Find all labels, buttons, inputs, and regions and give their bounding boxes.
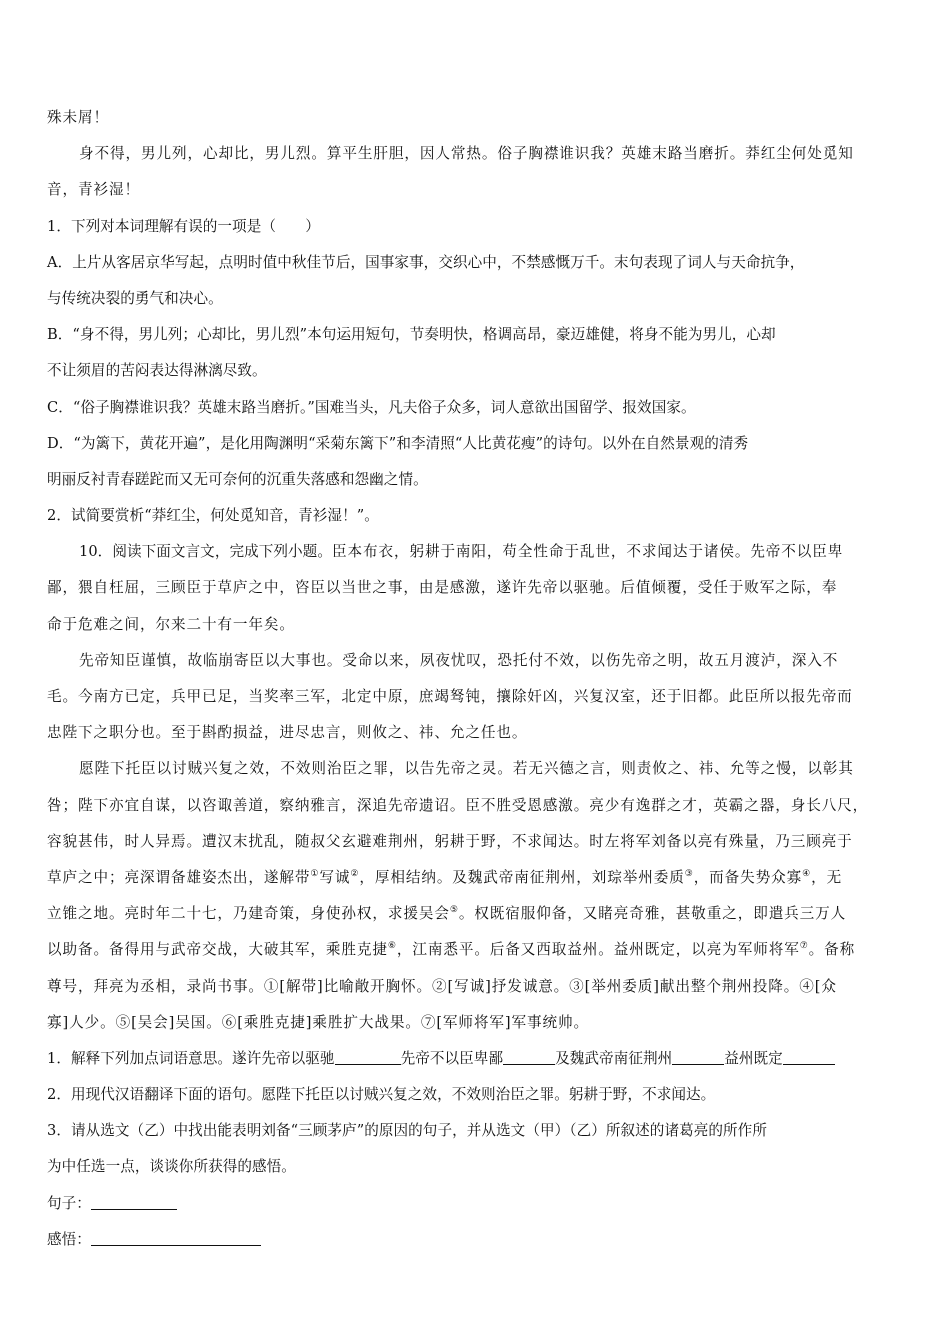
q1-prompt-a: 1．解释下列加点词语意思。遂许先帝以驱驰 (47, 1049, 335, 1067)
q10-question-1 (47, 1041, 907, 1077)
q10-p1-line3: 命于危难之间，尔来二十有一年矣。 (47, 615, 295, 633)
q9-option-b-line2: 不让须眉的苦闷表达得淋漓尽致。 (47, 362, 267, 380)
q10-p2-line3: 忠陛下之职分也。至于斟酌损益，进尽忠言，则攸之、祎、允之任也。 (47, 724, 528, 742)
q9-option-d-line2: 明丽反衬青春蹉跎而又无可奈何的沉重失落感和怨幽之情。 (47, 470, 428, 488)
text-segment: 。权既宿服仰备，又睹亮奇雅，甚敬重之，即遣兵三万人 (458, 905, 847, 923)
insight-label: 感悟： (47, 1230, 91, 1248)
q9-option-a-line2: 与传统决裂的勇气和决心。 (47, 289, 223, 307)
q9-question-2: 2．试简要赏析“莽红尘，何处觅知音，青衫湿！”。 (47, 507, 379, 525)
poem-para2-line2: 音，青衫湿！ (47, 181, 140, 199)
poem-end-line: 殊未屑！ (47, 109, 109, 126)
footnote-mark-7: ⑦ (799, 941, 809, 952)
text-segment: 。备称 (808, 941, 856, 959)
q10-p3-line5 (47, 896, 907, 932)
text-segment: 立锥之地。亮时年二十七，乃建奇策，身使孙权，求援吴会 (47, 905, 450, 923)
q1-prompt-b: 先帝不以臣卑鄙 (400, 1049, 504, 1067)
footnote-mark-5: ⑤ (449, 905, 459, 916)
sentence-label: 句子： (47, 1194, 91, 1212)
footnote-mark-2: ② (350, 868, 360, 879)
footnote-mark-1: ① (310, 868, 320, 879)
poem-para2-line1: 身不得，男儿列，心却比，男儿烈。算平生肝胆，因人常热。俗子胸襟谁识我？英雄末路当磨折。莽红尘何处觅知 (79, 145, 854, 163)
q10-p2-line2: 毛。今南方已定，兵甲已足，当奖率三军，北定中原，庶竭驽钝，攘除奸凶，兴复汉室，还于旧都。此臣所以报先帝而 (47, 688, 853, 705)
q10-passage-start: 臣本布衣，躬耕于南阳，苟全性命于乱世，不求闻达于诸侯。先帝不以臣卑 (331, 543, 844, 561)
insight-answer-row (47, 1222, 907, 1258)
insight-answer-blank[interactable] (91, 1231, 261, 1246)
sentence-answer-blank[interactable] (91, 1195, 177, 1210)
q9-option-d-line1: D．“为篱下，黄花开遍”，是化用陶渊明“采菊东篱下”和李清照“人比黄花瘦”的诗句。以外在自然景观的清秀 (47, 434, 749, 452)
q10-p3-line6 (47, 932, 907, 968)
q1-prompt-d: 益州既定 (724, 1049, 783, 1067)
text-segment: 草庐之中；亮深谓备雄姿杰出，遂解带 (47, 868, 311, 886)
footnote-mark-4: ④ (802, 868, 812, 879)
q10-notes-line2: 寡]人少。⑤[吴会]吴国。⑥[乘胜克捷]乘胜扩大战果。⑦[军师将军]军事统帅。 (47, 1013, 589, 1031)
text-segment: 以助备。备得用与武帝交战，大破其军，乘胜克捷 (47, 941, 388, 959)
q10-p3-line1: 愿陛下托臣以讨贼兴复之效，不效则治臣之罪，以告先帝之灵。若无兴德之言，则责攸之、祎、允等之慢，以彰其 (79, 760, 854, 778)
q9-question-1: 1．下列对本词理解有误的一项是（ ） (47, 217, 320, 235)
q10-intro: 10．阅读下面文言文，完成下列小题。 (79, 543, 332, 561)
text-segment: ，厚相结纳。及魏武帝南征荆州，刘琮举州委质 (359, 868, 685, 886)
text-segment: 写诚 (319, 868, 351, 886)
q10-p3-line4 (47, 860, 907, 896)
answer-blank-1[interactable] (335, 1050, 401, 1065)
answer-blank-3[interactable] (672, 1050, 724, 1065)
q10-question-3-line2: 为中任选一点，谈谈你所获得的感悟。 (47, 1158, 296, 1176)
text-segment: ，无 (811, 868, 843, 886)
q10-notes-line1: 尊号，拜亮为丞相，录尚书事。①[解带]比喻敞开胸怀。②[写诚]抒发诚意。③[举州委质]献出整个荆州投降。④[众 (47, 977, 837, 995)
footnote-mark-6: ⑥ (387, 941, 397, 952)
footnote-mark-3: ③ (684, 868, 694, 879)
answer-blank-4[interactable] (783, 1050, 835, 1065)
sentence-answer-row (47, 1186, 907, 1222)
q10-question-3-line1: 3．请从选文（乙）中找出能表明刘备“三顾茅庐”的原因的句子，并从选文（甲）（乙）所叙述的诸葛亮的所作所 (47, 1122, 767, 1140)
q10-p3-line3: 容貌甚伟，时人异焉。遭汉末扰乱，随叔父玄避难荆州，躬耕于野，不求闻达。时左将军刘备以亮有殊量，乃三顾亮于 (47, 832, 853, 850)
q10-p2-line1: 先帝知臣谨慎，故临崩寄臣以大事也。受命以来，夙夜忧叹，恐托付不效，以伤先帝之明，故五月渡泸，深入不 (79, 651, 839, 669)
answer-blank-2[interactable] (503, 1050, 555, 1065)
q1-prompt-c: 及魏武帝南征荆州 (555, 1049, 673, 1067)
q9-option-b-line1: B．“身不得，男儿列；心却比，男儿烈”本句运用短句，节奏明快，格调高昂，豪迈雄健，将身不能为男儿，心却 (47, 326, 776, 344)
q10-p3-line2: 咎；陛下亦宜自谋，以咨诹善道，察纳雅言，深追先帝遗诏。臣不胜受恩感激。亮少有逸群之才，英霸之器，身长八尺， (47, 796, 869, 814)
q10-p1-line2: 鄙，猥自枉屈，三顾臣于草庐之中，咨臣以当世之事，由是感激，遂许先帝以驱驰。后值倾覆，受任于败军之际，奉 (47, 579, 838, 597)
document-page (47, 100, 907, 1258)
text-segment: ，江南悉平。后备又西取益州。益州既定，以亮为军师将军 (396, 941, 800, 959)
q10-question-2: 2．用现代汉语翻译下面的语句。愿陛下托臣以讨贼兴复之效，不效则治臣之罪。躬耕于野，不求闻达。 (47, 1086, 716, 1104)
text-segment: ，而备失势众寡 (693, 868, 803, 886)
q9-option-c-line1: C．“俗子胸襟谁识我？英雄末路当磨折。”国难当头，凡夫俗子众多，词人意欲出国留学、报效国家。 (47, 398, 696, 416)
q10-first-line (47, 534, 907, 570)
q9-option-a-line1: A．上片从客居京华写起，点明时值中秋佳节后，国事家事，交织心中，不禁感慨万千。末句表现了词人与天命抗争， (47, 253, 805, 271)
